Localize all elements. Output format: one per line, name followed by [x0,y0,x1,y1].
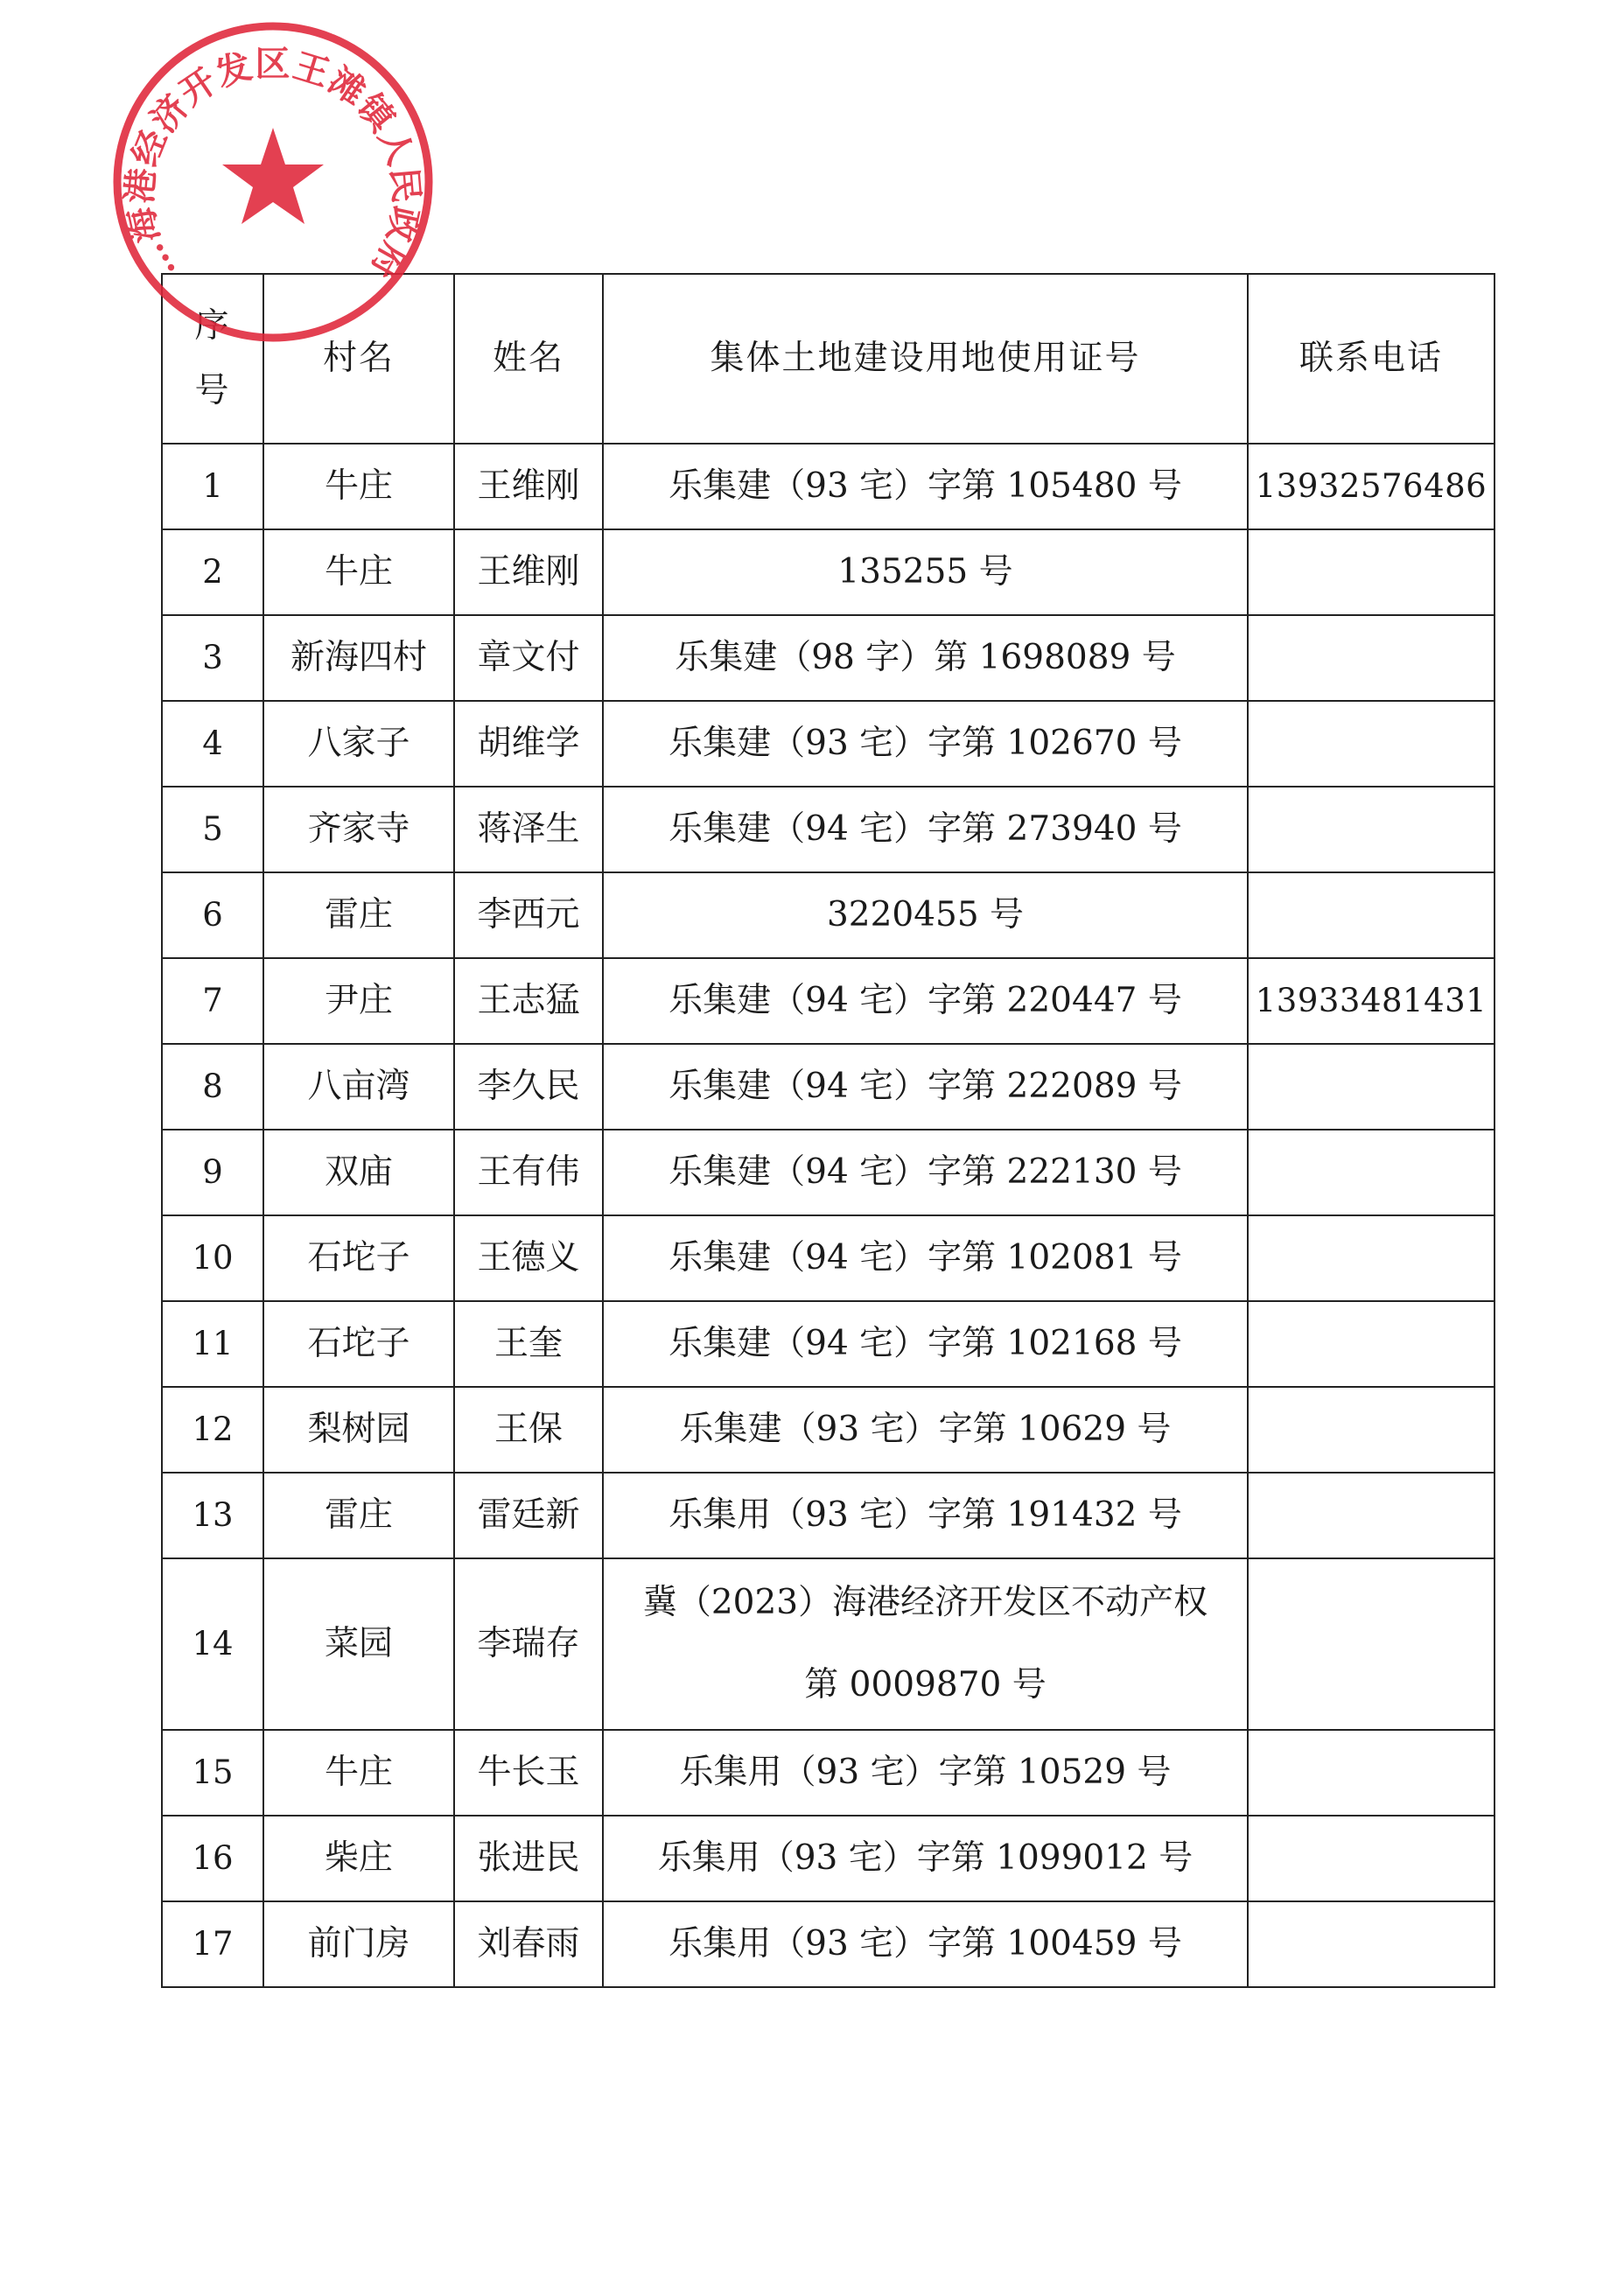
cell-certificate: 乐集建（94 宅）字第 220447 号 [603,958,1248,1044]
cell-phone: 13933481431 [1248,958,1494,1044]
cell-seq: 9 [162,1130,263,1215]
cell-name: 王维刚 [454,444,603,529]
cell-certificate: 乐集建（94 宅）字第 102168 号 [603,1301,1248,1387]
cell-name: 李瑞存 [454,1558,603,1730]
table-row [162,1130,1494,1215]
table-row [162,1730,1494,1816]
cell-phone [1248,701,1494,787]
cell-certificate: 乐集用（93 宅）字第 100459 号 [603,1901,1248,1987]
cell-certificate: 乐集用（93 宅）字第 10529 号 [603,1730,1248,1816]
cell-village: 八亩湾 [263,1044,454,1130]
cell-village: 齐家寺 [263,787,454,872]
cell-name: 王维刚 [454,529,603,615]
cell-village: 雷庄 [263,1473,454,1558]
table-row [162,1215,1494,1301]
cell-village: 梨树园 [263,1387,454,1473]
table-row [162,872,1494,958]
cell-name: 张进民 [454,1816,603,1901]
cell-name: 蒋泽生 [454,787,603,872]
cell-name: 李西元 [454,872,603,958]
cell-certificate: 乐集用（93 宅）字第 191432 号 [603,1473,1248,1558]
cell-phone: 13932576486 [1248,444,1494,529]
table-row [162,444,1494,529]
cell-seq: 4 [162,701,263,787]
cell-seq: 17 [162,1901,263,1987]
cell-phone [1248,1044,1494,1130]
cell-phone [1248,1730,1494,1816]
cell-phone [1248,872,1494,958]
cert-line-2: 第 0009870 号 [804,1665,1046,1704]
cell-phone [1248,1215,1494,1301]
cell-phone [1248,787,1494,872]
cell-phone [1248,1558,1494,1730]
seal-text: …海港经济开发区王滩镇人民政府 [118,43,428,288]
table-row [162,1044,1494,1130]
header-certificate: 集体土地建设用地使用证号 [603,274,1248,444]
table-row [162,529,1494,615]
cell-phone [1248,1130,1494,1215]
cell-phone [1248,1387,1494,1473]
cell-village: 八家子 [263,701,454,787]
table-row [162,701,1494,787]
cell-seq: 13 [162,1473,263,1558]
cell-seq: 5 [162,787,263,872]
cell-certificate: 乐集建（94 宅）字第 102081 号 [603,1215,1248,1301]
table-row [162,1816,1494,1901]
cell-seq: 2 [162,529,263,615]
cell-village: 尹庄 [263,958,454,1044]
cell-name: 王保 [454,1387,603,1473]
table-row [162,1558,1494,1730]
cell-name: 王德义 [454,1215,603,1301]
cell-name: 王志猛 [454,958,603,1044]
cert-line-1: 冀（2023）海港经济开发区不动产权 [642,1583,1208,1623]
cell-name: 雷廷新 [454,1473,603,1558]
cell-seq: 11 [162,1301,263,1387]
cell-certificate: 135255 号 [603,529,1248,615]
table-header-row [162,274,1494,444]
cell-village: 前门房 [263,1901,454,1987]
cell-village: 雷庄 [263,872,454,958]
table-row [162,1387,1494,1473]
cell-village: 牛庄 [263,529,454,615]
table-row [162,958,1494,1044]
cell-name: 牛长玉 [454,1730,603,1816]
cell-village: 石坨子 [263,1301,454,1387]
cell-name: 胡维学 [454,701,603,787]
table-row [162,615,1494,701]
cell-certificate: 乐集建（93 宅）字第 102670 号 [603,701,1248,787]
cell-seq: 15 [162,1730,263,1816]
table-row [162,1901,1494,1987]
cell-certificate [603,1558,1248,1730]
cell-certificate: 乐集建（93 宅）字第 105480 号 [603,444,1248,529]
cell-village: 石坨子 [263,1215,454,1301]
cell-phone [1248,1901,1494,1987]
cell-phone [1248,1301,1494,1387]
cell-certificate: 乐集用（93 宅）字第 1099012 号 [603,1816,1248,1901]
header-seq: 序 号 [162,274,263,444]
cell-seq: 14 [162,1558,263,1730]
cell-certificate: 乐集建（93 宅）字第 10629 号 [603,1387,1248,1473]
cell-seq: 3 [162,615,263,701]
cell-village: 牛庄 [263,1730,454,1816]
cell-name: 王有伟 [454,1130,603,1215]
star-icon [222,128,324,224]
cell-village: 菜园 [263,1558,454,1730]
cell-seq: 1 [162,444,263,529]
cell-name: 章文付 [454,615,603,701]
cell-village: 双庙 [263,1130,454,1215]
cell-phone [1248,1473,1494,1558]
cell-village: 新海四村 [263,615,454,701]
cell-phone [1248,615,1494,701]
cell-seq: 6 [162,872,263,958]
cell-seq: 10 [162,1215,263,1301]
cell-certificate: 乐集建（94 宅）字第 273940 号 [603,787,1248,872]
cell-seq: 12 [162,1387,263,1473]
cell-name: 王奎 [454,1301,603,1387]
cell-village: 柴庄 [263,1816,454,1901]
cell-name: 李久民 [454,1044,603,1130]
cell-phone [1248,529,1494,615]
svg-text:…海港经济开发区王滩镇人民政府 [119,44,427,288]
cell-certificate: 乐集建（98 字）第 1698089 号 [603,615,1248,701]
cell-village: 牛庄 [263,444,454,529]
header-village: 村名 [263,274,454,444]
table-row [162,787,1494,872]
cell-seq: 16 [162,1816,263,1901]
cell-phone [1248,1816,1494,1901]
land-certificate-table [161,273,1495,1988]
cell-name: 刘春雨 [454,1901,603,1987]
header-phone: 联系电话 [1248,274,1494,444]
table-row [162,1301,1494,1387]
cell-certificate: 乐集建（94 宅）字第 222089 号 [603,1044,1248,1130]
cell-seq: 7 [162,958,263,1044]
header-name: 姓名 [454,274,603,444]
cell-certificate: 3220455 号 [603,872,1248,958]
cell-seq: 8 [162,1044,263,1130]
table-row [162,1473,1494,1558]
cell-certificate: 乐集建（94 宅）字第 222130 号 [603,1130,1248,1215]
